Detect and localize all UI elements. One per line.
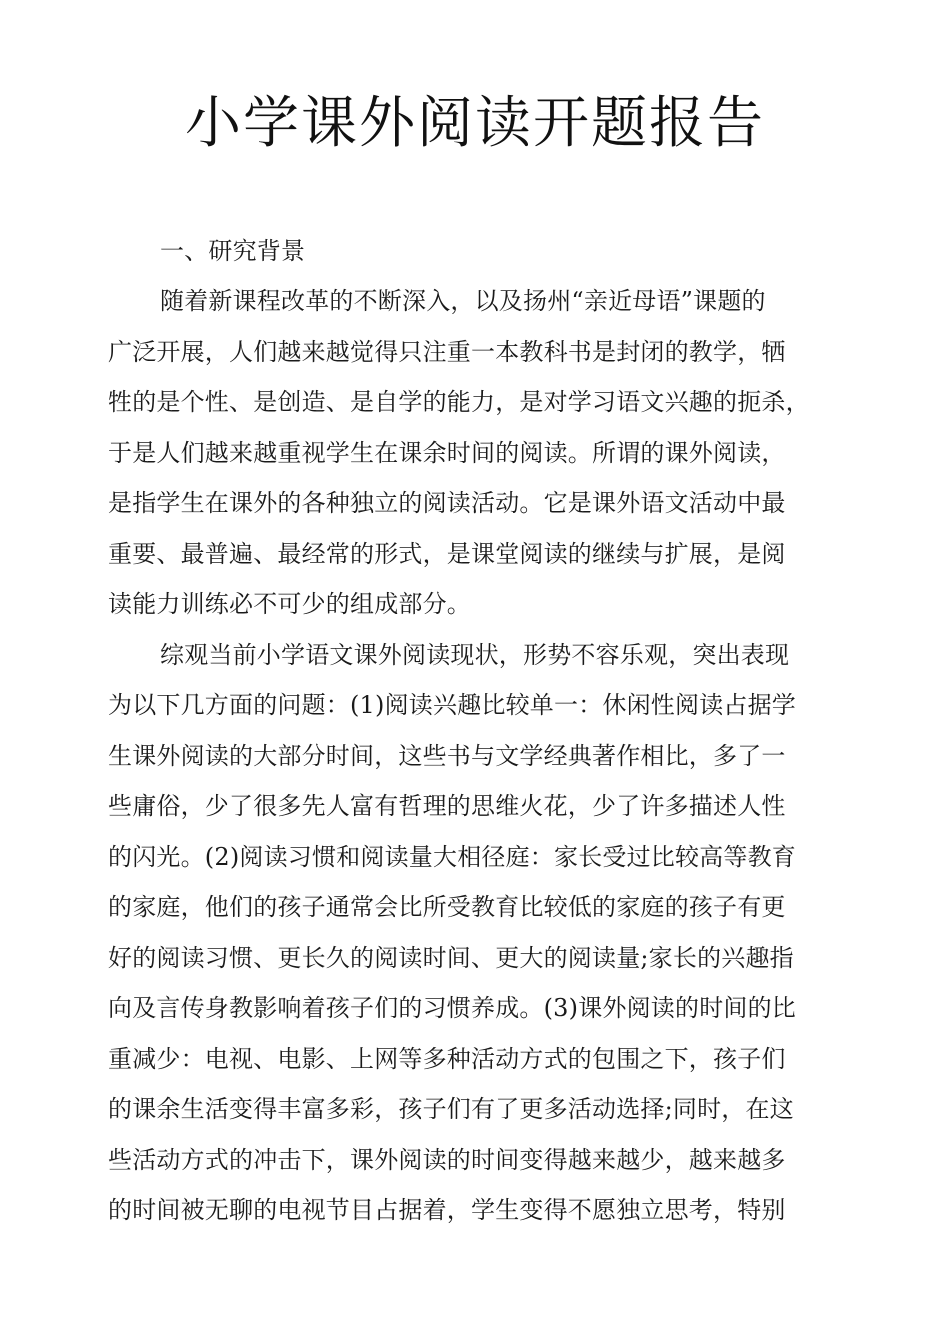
paragraph-line: 的时间被无聊的电视节目占据着，学生变得不愿独立思考，特别 (108, 1196, 786, 1224)
paragraph-line: 读能力训练必不可少的组成部分。 (108, 590, 471, 618)
section-heading: 一、研究背景 (160, 237, 306, 265)
paragraph-line: 于是人们越来越重视学生在课余时间的阅读。所谓的课外阅读， (108, 439, 786, 467)
paragraph-line: 的家庭，他们的孩子通常会比所受教育比较低的家庭的孩子有更 (108, 893, 786, 921)
paragraph-line: 牲的是个性、是创造、是自学的能力，是对学习语文兴趣的扼杀， (108, 388, 810, 416)
paragraph-line: 的闪光。(2)阅读习惯和阅读量大相径庭：家长受过比较高等教育 (108, 843, 796, 871)
paragraph-line: 为以下几方面的问题：(1)阅读兴趣比较单一：休闲性阅读占据学 (108, 691, 796, 719)
paragraph-line: 广泛开展，人们越来越觉得只注重一本教科书是封闭的教学，牺 (108, 338, 786, 366)
document-title: 小学课外阅读开题报告 (185, 91, 765, 156)
paragraph-line: 些庸俗，少了很多先人富有哲理的思维火花，少了许多描述人性 (108, 792, 786, 820)
paragraph-line: 重要、最普遍、最经常的形式，是课堂阅读的继续与扩展，是阅 (108, 540, 786, 568)
paragraph-line: 随着新课程改革的不断深入，以及扬州“亲近母语”课题的 (160, 287, 766, 315)
paragraph-line: 好的阅读习惯、更长久的阅读时间、更大的阅读量;家长的兴趣指 (108, 944, 794, 972)
paragraph-line: 综观当前小学语文课外阅读现状，形势不容乐观，突出表现 (160, 641, 790, 669)
paragraph-line: 的课余生活变得丰富多彩，孩子们有了更多活动选择;同时，在这 (108, 1095, 794, 1123)
paragraph-line: 些活动方式的冲击下，课外阅读的时间变得越来越少，越来越多 (108, 1146, 786, 1174)
paragraph-line: 生课外阅读的大部分时间，这些书与文学经典著作相比，多了一 (108, 742, 786, 770)
paragraph-line: 重减少：电视、电影、上网等多种活动方式的包围之下，孩子们 (108, 1045, 786, 1073)
paragraph-line: 向及言传身教影响着孩子们的习惯养成。(3)课外阅读的时间的比 (108, 994, 796, 1022)
paragraph-line: 是指学生在课外的各种独立的阅读活动。它是课外语文活动中最 (108, 489, 786, 517)
